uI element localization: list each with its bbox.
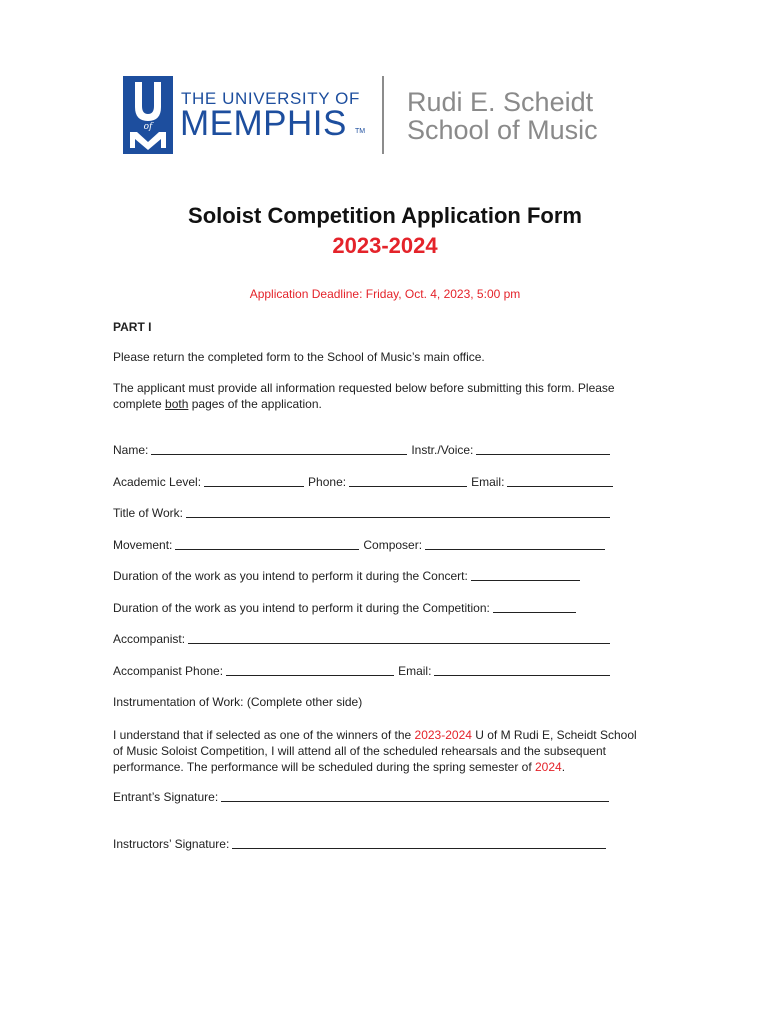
accompanist-field[interactable] (188, 633, 610, 644)
university-logo (123, 76, 603, 156)
part-heading: PART I (113, 320, 152, 334)
trademark-symbol: TM (355, 128, 366, 135)
agreement-line1 (113, 727, 637, 743)
duration-concert-field[interactable] (471, 570, 580, 581)
logo-divider (382, 76, 384, 154)
phone-field[interactable] (349, 476, 467, 487)
academic-level-field[interactable] (204, 476, 304, 487)
instruction-provide-line2 (113, 396, 322, 412)
svg-text:of: of (143, 122, 153, 132)
name-row (113, 443, 614, 457)
agreement-line3 (113, 759, 565, 775)
agreement-text: performance. The performance will be scheduled during the spring semester of (113, 760, 535, 774)
instr-voice-field[interactable] (476, 444, 610, 455)
school-name-line2: School of Music (407, 115, 598, 145)
accompanist-phone-row (113, 664, 614, 678)
accompanist-phone-field[interactable] (226, 665, 394, 676)
instruction-return: Please return the completed form to the School of Music’s main office. (113, 350, 485, 364)
composer-label: Composer: (363, 538, 423, 552)
accompanist-email-field[interactable] (434, 665, 610, 676)
instruction-text: complete (113, 397, 166, 411)
instruction-text: pages of the application. (188, 397, 322, 411)
entrant-signature-field[interactable] (221, 791, 609, 802)
instrumentation-note: Instrumentation of Work: (Complete other side) (113, 695, 363, 709)
entrant-signature-row (113, 790, 613, 804)
agreement-year: 2023-2024 (414, 728, 472, 742)
title-of-work-field[interactable] (186, 507, 610, 518)
accompanist-phone-label: Accompanist Phone: (113, 664, 224, 678)
agreement-line2: of Music Soloist Competition, I will attend all of the scheduled rehearsals and the subsequent (113, 744, 606, 758)
underlined-both: both (165, 397, 189, 411)
form-year: 2023-2024 (332, 233, 438, 258)
instruction-provide-line1: The applicant must provide all information requested below before submitting this form. Please (113, 381, 615, 395)
academic-level-label: Academic Level: (113, 475, 202, 489)
accompanist-label: Accompanist: (113, 632, 186, 646)
accompanist-row (113, 632, 614, 646)
title-of-work-label: Title of Work: (113, 506, 184, 520)
phone-label: Phone: (308, 475, 347, 489)
agreement-semester-year: 2024 (535, 760, 562, 774)
form-title: Soloist Competition Application Form (188, 203, 582, 228)
instr-voice-label: Instr./Voice: (411, 443, 474, 457)
duration-concert-row (113, 569, 584, 583)
movement-field[interactable] (175, 539, 359, 550)
duration-competition-label: Duration of the work as you intend to perform it during the Competition: (113, 601, 490, 615)
university-name-line2: MEMPHIS (180, 104, 347, 143)
name-field[interactable] (151, 444, 407, 455)
agreement-text: . (561, 760, 566, 774)
duration-concert-label: Duration of the work as you intend to perform it during the Concert: (113, 569, 468, 583)
entrant-signature-label: Entrant’s Signature: (113, 790, 219, 804)
duration-competition-field[interactable] (493, 602, 576, 613)
movement-row (113, 538, 609, 552)
email-label: Email: (471, 475, 505, 489)
application-deadline: Application Deadline: Friday, Oct. 4, 2023, 5:00 pm (249, 287, 521, 301)
instructor-signature-label: Instructors’ Signature: (113, 837, 230, 851)
duration-competition-row (113, 601, 580, 615)
agreement-text: I understand that if selected as one of the winners of the (113, 728, 415, 742)
instructor-signature-row (113, 837, 610, 851)
agreement-text: U of M Rudi E, Scheidt School (471, 728, 637, 742)
title-row (113, 506, 614, 520)
movement-label: Movement: (113, 538, 173, 552)
accompanist-email-label: Email: (398, 664, 432, 678)
name-label: Name: (113, 443, 149, 457)
u-of-m-logo-mark (123, 76, 173, 154)
email-field[interactable] (507, 476, 613, 487)
composer-field[interactable] (425, 539, 605, 550)
instructor-signature-field[interactable] (232, 838, 606, 849)
university-name-line1: THE UNIVERSITY OF (181, 89, 360, 108)
school-name-line1: Rudi E. Scheidt (407, 87, 594, 117)
academic-row (113, 475, 617, 489)
